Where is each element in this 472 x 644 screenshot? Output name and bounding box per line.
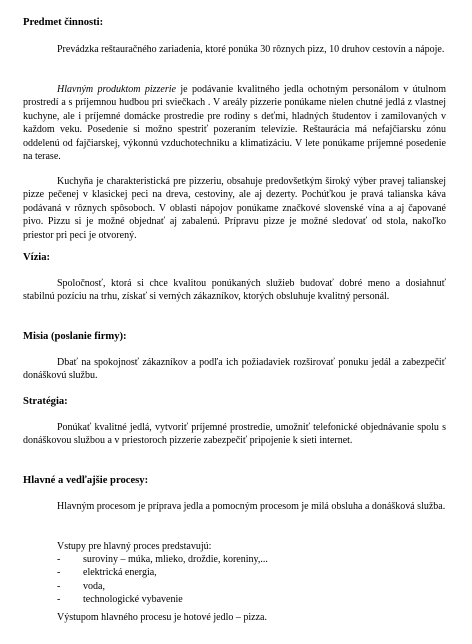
list-item <box>57 593 437 606</box>
list-dash: - <box>57 554 61 565</box>
heading-predmet-cinnosti: Predmet činnosti: <box>23 17 104 28</box>
list-item-text: suroviny – múka, mlieko, droždie, koreniny,... <box>83 554 268 565</box>
paragraph-hlavny-produkt <box>23 83 446 163</box>
paragraph-vizia: Spoločnosť, ktorá si chce kvalitou ponúkaných služieb budovať dobré meno a dosiahnuť stabilnú pozíciu na trhu, získať si verných zákazníkov, ktorých obsluhuje kvalitný personál. <box>23 278 446 303</box>
vstupy-list <box>57 553 437 607</box>
paragraph-procesy: Hlavným procesom je príprava jedla a pomocným procesom je milá obsluha a donášková služba. <box>57 501 446 512</box>
paragraph-kuchyna: Kuchyňa je charakteristická pre pizzeriu, obsahuje predovšetkým široký výber pravej talianskej pizze pečenej v klasickej peci na dreva, cestoviny, ale aj dezerty. Pochúťkou je pravá talianska káva podávaná v rôznych spôsoboch. V oblasti nápojov ponúkame značkové slovenské vína a aj čapované pivo. Pizzu si je možné objednať aj zabalenú. Prípravu pizze je možné sledovať od stola, nakoľko priestor pri peci je otvorený. <box>23 176 446 241</box>
paragraph-strategia: Ponúkať kvalitné jedlá, vytvoriť príjemné prostredie, umožniť telefonické objednávanie spolu s donáškovou službou a v priestoroch pizzerie zabezpečiť pripojenie k sieti internet. <box>23 422 446 447</box>
italic-hlavny-produkt: Hlavným produktom pizzerie <box>57 84 176 95</box>
list-item <box>57 580 437 593</box>
heading-misia: Misia (poslanie firmy): <box>23 331 127 342</box>
list-item-text: elektrická energia, <box>83 567 157 579</box>
list-item <box>57 566 437 579</box>
heading-strategia: Stratégia: <box>23 396 68 407</box>
list-dash: - <box>57 594 61 606</box>
list-item-text: voda, <box>83 580 105 592</box>
heading-procesy: Hlavné a vedľajšie procesy: <box>23 475 149 486</box>
paragraph-hlavny-produkt-text: je podávanie kvalitného jedla ochotným personálom v útulnom prostredí a s príjemnou hudbou pri sviečkach . V areály pizzerie ponúkame nielen chutné jedlá z vlastnej kuchyne, ale i príjemné domácke prostredie pre rodiny s deťmi, hladných študentov i zamilovaných v každom veku. Posedenie si možno spestriť pozeraním televízie. Reštaurácia má nefajčiarsku zónu oddelenú od fajčiarskej, výkonnú vzduchotechniku a klimatizáciu. V lete ponúkame príjemné posedenie na terase. <box>23 84 446 163</box>
list-dash: - <box>57 580 61 592</box>
list-item <box>57 553 437 566</box>
paragraph-predmet-intro: Prevádzka reštauračného zariadenia, ktoré ponúka 30 rôznych pizz, 10 druhov cestovín a nápoje. <box>57 44 445 55</box>
paragraph-misia: Dbať na spokojnosť zákazníkov a podľa ich požiadaviek rozširovať ponuku jedál a zabezpečiť donáškovú službu. <box>23 357 446 382</box>
vstupy-intro: Vstupy pre hlavný proces predstavujú: <box>57 541 212 552</box>
list-item-text: technologické vybavenie <box>83 594 183 606</box>
heading-vizia: Vízia: <box>23 252 51 263</box>
list-dash: - <box>57 567 61 579</box>
paragraph-vystup: Výstupom hlavného procesu je hotové jedlo – pizza. <box>57 612 267 623</box>
